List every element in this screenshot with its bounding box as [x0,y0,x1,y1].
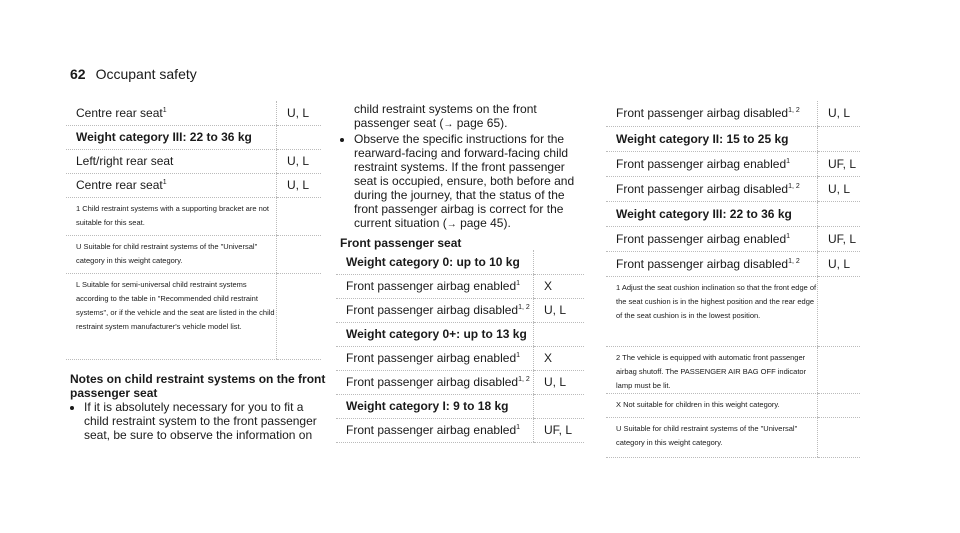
front-passenger-table-2 [606,101,860,458]
footnote-row [66,197,321,235]
suitability-value: UF, L [534,418,585,442]
footnote-ref: 1 [516,424,521,431]
instructions-list [340,132,590,232]
notes-bullet: • If it is absolutely necessary for you to fit a child restraint system to the front passenger seat, be sure to observe the information on [84,400,330,442]
suitability-value: U, L [534,298,585,322]
table-row [606,151,860,176]
suitability-value: U, L [534,370,585,394]
seat-label: Centre rear seat$^1$ [66,101,277,125]
weight-category-label: Weight category II: 15 to 25 kg [606,126,818,151]
middle-column-text [340,102,590,250]
seat-label: Front passenger airbag enabled$^1$ [336,346,534,370]
footnote-text: 2 The vehicle is equipped with automatic front passenger airbag shutoff. The PASSENGER AIR BAG OFF indicator lamp must be lit. [606,346,818,393]
section-title: Occupant safety [95,66,197,82]
footnote-ref: 1, 2 [788,257,800,265]
footnote-row [606,417,860,457]
footnote-row [606,346,860,393]
page-reference-link[interactable]: page 65 [456,116,501,130]
footnote-text: U Suitable for child restraint systems of the "Universal" category in this weight category. [606,417,818,457]
footnote-row [606,393,860,417]
suitability-value: U, L [277,101,322,125]
front-passenger-heading: Front passenger seat [340,236,462,250]
footnote-ref: 1 [516,280,521,287]
footnote-row [66,235,321,273]
notes-section [70,372,330,442]
footnote-ref: 1, 2 [518,304,530,311]
suitability-value: X [534,346,585,370]
seat-label: Front passenger airbag disabled$^{1, 2}$ [606,176,818,201]
suitability-value: U, L [818,176,861,201]
footnote-text: 1 Child restraint systems with a supporting bracket are not suitable for this seat. [66,197,277,235]
footnote-text: U Suitable for child restraint systems of the "Universal" category in this weight category. [66,235,277,273]
footnote-ref: 1, 2 [788,107,800,115]
footnote-ref: 1 [162,179,167,186]
weight-category-row [606,201,860,226]
footnote-ref: 1 [786,157,791,165]
weight-category-label: Weight category I: 9 to 18 kg [336,394,534,418]
table-row [336,298,584,322]
seat-label: Front passenger airbag disabled$^{1, 2}$ [606,101,818,126]
weight-category-row [336,250,584,274]
table-row [66,149,321,173]
table-row [606,226,860,251]
suitability-value: U, L [277,173,322,197]
footnote-row [66,273,321,359]
footnote-ref: 1 [516,352,521,359]
instructions-bullet: • Observe the specific instructions for the rearward-facing and forward-facing child restraint systems. If the front passenger seat is occupied, ensure, both before and during the journey, that the status of the front passenger airbag is correct for the current situation (→ page 45). [354,132,590,232]
suitability-value: UF, L [818,226,861,251]
table-row [606,101,860,126]
footnote-ref: 1 [162,106,167,114]
footnote-ref: 1, 2 [518,376,530,383]
table-row [606,251,860,276]
footnote-row [606,276,860,346]
seat-label: Front passenger airbag enabled$^1$ [606,226,818,251]
seat-label: Front passenger airbag disabled$^{1, 2}$ [336,370,534,394]
front-passenger-table-1 [336,250,584,443]
notes-list [70,400,330,442]
table-row [336,370,584,394]
table-row [336,418,584,442]
weight-category-label: Weight category III: 22 to 36 kg [66,125,277,149]
page-header [70,66,197,82]
suitability-value: U, L [818,251,861,276]
suitability-value: U, L [818,101,861,126]
notes-heading: Notes on child restraint systems on the front passenger seat [70,372,326,400]
arrow-icon: → [443,119,454,130]
seat-label: Front passenger airbag enabled$^1$ [336,418,534,442]
seat-label: Front passenger airbag enabled$^1$ [336,274,534,298]
suitability-value: UF, L [818,151,861,176]
page-number: 62 [70,66,86,82]
seat-label: Front passenger airbag disabled$^{1, 2}$ [606,251,818,276]
weight-category-label: Weight category 0: up to 10 kg [336,250,534,274]
suitability-value: X [534,274,585,298]
weight-category-label: Weight category 0+: up to 13 kg [336,322,534,346]
page-reference-link[interactable]: page 45 [460,216,504,230]
table-row [336,274,584,298]
weight-category-row [336,394,584,418]
footnote-text: X Not suitable for children in this weight category. [606,393,818,417]
weight-category-row [336,322,584,346]
continued-text: child restraint systems on the front passenger seat (→ page 65). [354,102,537,130]
footnote-text: L Suitable for semi-universal child restraint systems according to the table in "Recommended child restraint systems", or if the vehicle and the seat are listed in the child restraint system manufacturer's vehicle model list. [66,273,277,359]
seat-label: Centre rear seat$^1$ [66,173,277,197]
seat-label: Front passenger airbag disabled$^{1, 2}$ [336,298,534,322]
footnote-ref: 1, 2 [788,182,800,190]
footnote-text: 1 Adjust the seat cushion inclination so that the front edge of the seat cushion is in the highest position and the rear edge of the seat cushion is in the lowest position. [606,276,818,346]
footnote-ref: 1 [786,232,791,240]
rear-seat-table [66,101,321,360]
weight-category-row [66,125,321,149]
table-row [66,101,321,125]
arrow-icon: → [446,219,457,230]
table-row [606,176,860,201]
suitability-value: U, L [277,149,322,173]
weight-category-label: Weight category III: 22 to 36 kg [606,201,818,226]
seat-label: Left/right rear seat [66,149,277,173]
table-row [336,346,584,370]
table-row [66,173,321,197]
weight-category-row [606,126,860,151]
seat-label: Front passenger airbag enabled$^1$ [606,151,818,176]
